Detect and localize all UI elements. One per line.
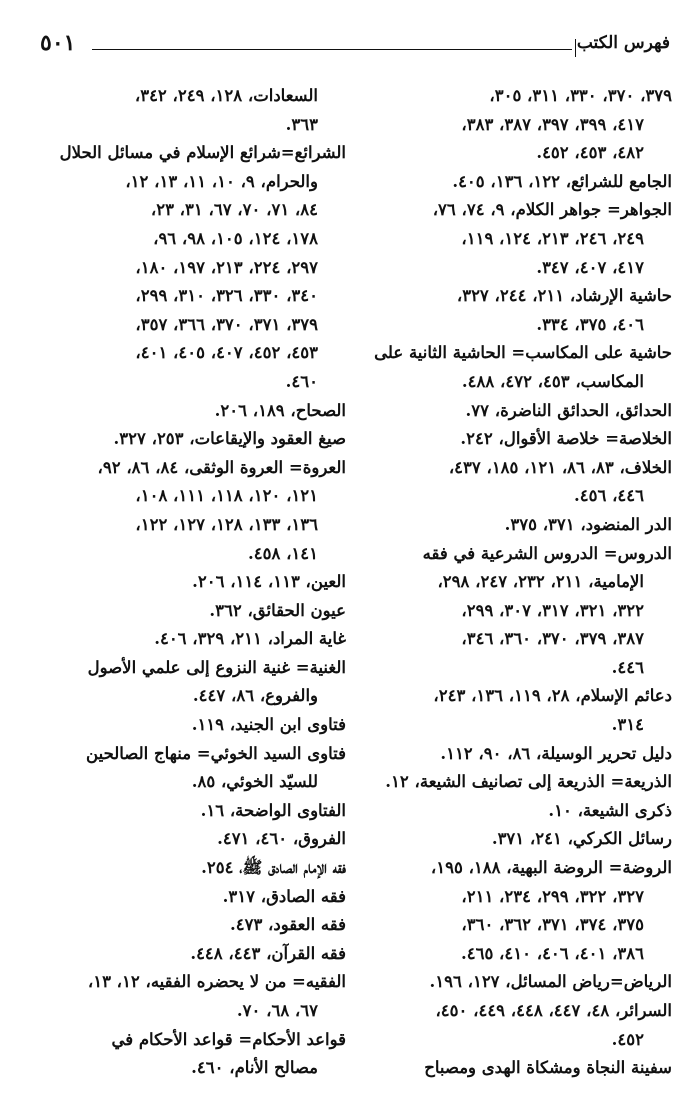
index-entry <box>36 825 346 854</box>
index-entry-head: دليل تحرير الوسيلة، ٨٦، ٩٠، ١١٢. <box>440 743 672 763</box>
index-entry <box>36 625 346 654</box>
index-entry-continuation: ٣٧٥، ٣٧٤، ٣٧١، ٣٦٢، ٣٦٠، <box>461 915 644 935</box>
index-entry <box>362 397 672 426</box>
index-entry <box>36 654 346 711</box>
index-entry-continuation: ٤٠٦، ٣٧٥، ٣٣٤. <box>536 314 644 334</box>
index-entry-continuation: ٣٧٩، ٣٧١، ٣٧٠، ٣٦٦، ٣٥٧، <box>135 314 318 334</box>
index-entry-head: حاشية على المكاسب= الحاشية الثانية على <box>374 343 672 363</box>
index-entry <box>36 397 346 426</box>
index-entry-continuation: ٣١٤. <box>611 715 644 735</box>
index-entry-head: ذكرى الشيعة، ١٠. <box>548 800 672 820</box>
index-entry-head: سفينة النجاة ومشكاة الهدى ومصباح <box>424 1058 672 1078</box>
index-entry-head: الدر المنضود، ٣٧١، ٣٧٥. <box>504 514 672 534</box>
index-entry-continuation: المكاسب، ٤٥٣، ٤٧٢، ٤٨٨. <box>461 371 644 391</box>
index-entry-head: الجامع للشرائع، ١٢٢، ١٣٦، ٤٠٥. <box>452 171 672 191</box>
index-entry <box>362 339 672 396</box>
index-entry-continuation: والحرام، ٩، ١٠، ١١، ١٣، ١٢، <box>125 171 318 191</box>
page-number: ٥٠١ <box>40 30 76 56</box>
index-entry-continuation: والفروع، ٨٦، ٤٤٧. <box>192 686 318 706</box>
index-entry-continuation: ٤٤٦، ٤٥٦. <box>573 486 644 506</box>
index-entry <box>36 968 346 1025</box>
index-entry <box>36 740 346 797</box>
index-entry <box>362 1054 672 1083</box>
index-entry-head: السرائر، ٤٨، ٤٤٧، ٤٤٨، ٤٤٩، ٤٥٠، <box>435 1001 672 1020</box>
running-title: فهرس الكتب <box>576 33 670 53</box>
index-entry <box>36 883 346 912</box>
index-entry-continuation: ٣٨٦، ٤٠١، ٤٠٦، ٤١٠، ٤٦٥. <box>460 943 644 963</box>
index-entry-head: الصحاح، ١٨٩، ٢٠٦. <box>214 400 346 420</box>
index-entry-continuation: ١٣٦، ١٣٣، ١٢٨، ١٢٧، ١٢٢، <box>135 514 318 534</box>
index-entry-continuation: ٤١٧، ٤٠٧، ٣٤٧. <box>536 257 644 277</box>
index-entry <box>362 740 672 769</box>
index-entry-continuation: ٢٤٩، ٢٤٦، ٢١٣، ١٢٤، ١١٩، <box>461 228 644 248</box>
index-entry-continuation: ٦٧، ٦٨، ٧٠. <box>236 1001 318 1020</box>
index-entry-head: فقه الإمام الصادق ﷺ، ٢٥٤. <box>201 858 346 878</box>
index-entry <box>362 511 672 540</box>
index-entry-head: العين، ١١٣، ١١٤، ٢٠٦. <box>192 572 346 592</box>
header-rule <box>92 49 572 50</box>
index-entry <box>36 568 346 597</box>
index-entry <box>36 940 346 969</box>
index-entry <box>362 540 672 683</box>
index-column-left <box>36 82 346 1112</box>
index-entry-continuation: الإمامية، ٢١١، ٢٣٢، ٢٤٧، ٢٩٨، <box>437 572 644 592</box>
index-entry-continuation: ٤٤٦. <box>611 657 644 677</box>
index-entry-head: صيغ العقود والإيقاعات، ٢٥٣، ٣٢٧. <box>113 429 346 449</box>
index-entry-head: حاشية الإرشاد، ٢١١، ٢٤٤، ٣٢٧، <box>456 286 672 306</box>
index-column-right <box>362 82 672 1112</box>
index-entry-head: قواعد الأحكام= قواعد الأحكام في <box>111 1029 346 1049</box>
index-entry-continuation: ١٢١، ١٢٠، ١١٨، ١١١، ١٠٨، <box>135 486 318 506</box>
index-entry <box>36 797 346 826</box>
index-entry <box>36 454 346 568</box>
index-entry-head: الخلاصة= خلاصة الأقوال، ٢٤٢. <box>460 429 672 449</box>
index-entry-continuation: ٣٢٧، ٣٢٢، ٢٩٩، ٢٣٤، ٢١١، <box>461 886 644 906</box>
header-rule-tick <box>575 39 576 57</box>
index-entry <box>36 139 346 396</box>
index-entry-head: الذريعة= الذريعة إلى تصانيف الشيعة، ١٢. <box>385 772 672 792</box>
index-entry <box>36 1026 346 1083</box>
index-entry-head: الفتاوى الواضحة، ١٦. <box>200 800 346 820</box>
index-entry-head: الجواهر= جواهر الكلام، ٩، ٧٤، ٧٦، <box>432 200 672 220</box>
index-entry-continuation: ٤٦٠. <box>285 371 318 391</box>
index-entry-head: السعادات، ١٢٨، ٢٤٩، ٣٤٢، <box>134 86 318 105</box>
index-entry-head: فقه الصادق، ٣١٧. <box>222 886 346 906</box>
index-entry-head: دعائم الإسلام، ٢٨، ١١٩، ١٣٦، ٢٤٣، <box>433 686 672 706</box>
index-entry <box>362 768 672 797</box>
index-entry-head: الغنية= غنية النزوع إلى علمي الأصول <box>87 657 346 677</box>
running-header <box>40 28 670 58</box>
index-entry-continuation: ٤٥٢. <box>611 1029 644 1049</box>
index-entry-head: غاية المراد، ٢١١، ٣٢٩، ٤٠٦. <box>154 629 346 649</box>
index-entry-head: الدروس= الدروس الشرعية في فقه <box>422 543 672 563</box>
index-entry-head: الرياض=رياض المسائل، ١٢٧، ١٩٦. <box>429 972 672 992</box>
index-entry-continuation: ٣٨٧، ٣٧٩، ٣٧٠، ٣٦٠، ٣٤٦، <box>461 629 644 649</box>
index-entry <box>36 597 346 626</box>
index-entry-continuation: ٣٤٠، ٣٣٠، ٣٢٦، ٣١٠، ٢٩٩، <box>135 286 318 306</box>
index-entry-head: الحدائق، الحدائق الناضرة، ٧٧. <box>465 400 672 420</box>
index-entry <box>362 997 672 1054</box>
index-entry-head: الفروق، ٤٦٠، ٤٧١. <box>217 829 346 849</box>
index-entry-continuation: ٤٥٣، ٤٥٢، ٤٠٧، ٤٠٥، ٤٠١، <box>135 343 318 363</box>
index-entry-continuation: ١٧٨، ١٢٤، ١٠٥، ٩٨، ٩٦، <box>153 228 318 248</box>
index-entry <box>362 282 672 339</box>
index-entry <box>362 196 672 282</box>
index-entry-head: فتاوى السيد الخوئي= منهاج الصالحين <box>86 743 346 763</box>
index-entry <box>362 825 672 854</box>
index-entry <box>362 854 672 968</box>
index-entry <box>362 168 672 197</box>
index-entry-head: فقه العقود، ٤٧٣. <box>229 915 346 935</box>
index-entry <box>362 682 672 739</box>
index-entry-continuation: ٤١٧، ٣٩٩، ٣٩٧، ٣٨٧، ٣٨٣، <box>461 114 644 134</box>
index-entry-head: الروضة= الروضة البهية، ١٨٨، ١٩٥، <box>430 858 672 878</box>
index-entry-continuation: ٤٨٢، ٤٥٣، ٤٥٢. <box>536 143 644 163</box>
index-entry <box>362 454 672 511</box>
index-entry <box>36 854 346 883</box>
index-entry-head: العروة= العروة الوثقى، ٨٤، ٨٦، ٩٢، <box>97 457 346 477</box>
index-entry-continuation: ٣٦٣. <box>285 114 318 134</box>
index-entry <box>36 425 346 454</box>
index-entry-head: رسائل الكركي، ٢٤١، ٣٧١. <box>491 829 672 849</box>
index-entry <box>362 968 672 997</box>
index-entry-continuation: ١٤١، ٤٥٨. <box>247 543 318 563</box>
index-entry-head: عيون الحقائق، ٣٦٢. <box>209 600 346 620</box>
index-entry-continuation: مصالح الأنام، ٤٦٠. <box>191 1058 318 1078</box>
index-entry <box>362 797 672 826</box>
index-entry-continuation: ٣٢٢، ٣٢١، ٣١٧، ٣٠٧، ٢٩٩، <box>461 600 644 620</box>
index-entry-continuation: ٨٤، ٧١، ٧٠، ٦٧، ٣١، ٢٣، <box>150 200 318 220</box>
index-entry-head: الفقيه= من لا يحضره الفقيه، ١٢، ١٣، <box>87 972 346 992</box>
index-entry-head: فتاوى ابن الجنيد، ١١٩. <box>191 715 346 735</box>
index-columns <box>36 82 672 1112</box>
index-entry <box>362 82 672 168</box>
index-entry <box>36 82 346 139</box>
index-entry-head: الشرائع=شرائع الإسلام في مسائل الحلال <box>59 143 346 163</box>
index-entry-continuation: ٢٩٧، ٢٢٤، ٢١٣، ١٩٧، ١٨٠، <box>135 257 318 277</box>
index-entry-head: فقه القرآن، ٤٤٣، ٤٤٨. <box>190 943 346 963</box>
index-entry-head: ٣٧٩، ٣٧٠، ٣٣٠، ٣١١، ٣٠٥، <box>489 86 672 105</box>
index-entry <box>362 425 672 454</box>
index-entry <box>36 911 346 940</box>
index-entry-head: الخلاف، ٨٣، ٨٦، ١٢١، ١٨٥، ٤٣٧، <box>448 457 672 477</box>
index-entry-continuation: للسيّد الخوئي، ٨٥. <box>191 772 318 792</box>
index-entry <box>36 711 346 740</box>
